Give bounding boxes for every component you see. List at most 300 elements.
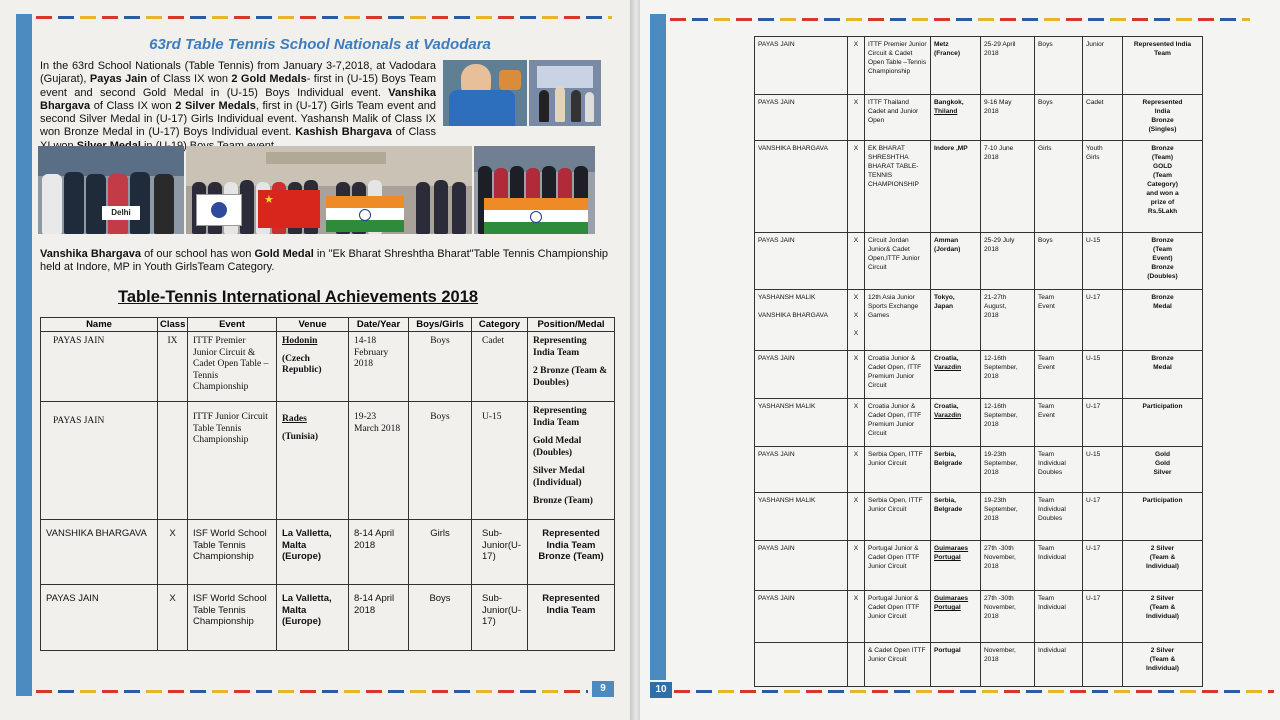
cell-gender bbox=[1035, 591, 1083, 643]
position-line: prize of bbox=[1150, 199, 1175, 206]
event-line: Portugal Junior & Cadet Open ITTF Junior Circuit bbox=[868, 545, 920, 570]
gender-line: Event bbox=[1038, 412, 1055, 419]
cell-position: Represented India Team Bronze (Team) bbox=[528, 520, 615, 585]
cell-name: PAYAS JAIN bbox=[41, 585, 158, 651]
venue-country: (Czech Republic) bbox=[282, 353, 322, 375]
position-line: Gold bbox=[1154, 460, 1171, 467]
gender-line: Individual bbox=[1038, 460, 1066, 467]
team-photo-3 bbox=[474, 146, 595, 234]
cell-venue: La Valletta, Malta (Europe) bbox=[277, 585, 349, 651]
position-line: Individual) bbox=[1146, 613, 1179, 620]
venue-line: Portugal bbox=[934, 647, 961, 654]
highlight-text: 2 Silver Medals bbox=[175, 99, 256, 112]
gender-line: Individual bbox=[1038, 647, 1066, 654]
venue-country: (Tunisia) bbox=[282, 431, 319, 442]
table-row bbox=[755, 141, 1203, 233]
cell-gender bbox=[1035, 141, 1083, 233]
name-line: PAYAS JAIN bbox=[758, 595, 795, 602]
date-line: 2018 bbox=[984, 563, 999, 570]
cell-class bbox=[848, 95, 865, 141]
position-line: Category) bbox=[1147, 181, 1178, 188]
class-line: X bbox=[853, 294, 859, 301]
cell-venue bbox=[277, 332, 349, 402]
date-line: November, bbox=[984, 554, 1016, 561]
cell-class bbox=[848, 290, 865, 351]
class-line: X bbox=[853, 545, 859, 552]
category-line: U-17 bbox=[1086, 595, 1101, 602]
name-line: PAYAS JAIN bbox=[758, 41, 795, 48]
position-line: (Team bbox=[1153, 172, 1172, 179]
cell-date bbox=[981, 37, 1035, 95]
date-line: 2018 bbox=[984, 154, 999, 161]
cell-category bbox=[1083, 233, 1123, 290]
date-line: 2018 bbox=[984, 108, 999, 115]
cell-name bbox=[755, 290, 848, 351]
name-line: VANSHIKA BHARGAVA bbox=[758, 145, 828, 152]
left-page bbox=[0, 0, 632, 720]
cell-name bbox=[755, 493, 848, 541]
category-line: U-17 bbox=[1086, 545, 1101, 552]
bottom-dash-rule-right bbox=[674, 690, 1274, 693]
cell-event bbox=[865, 351, 931, 399]
cell-category bbox=[1083, 141, 1123, 233]
event-line: Croatia Junior & Cadet Open, ITTF Premium Junior Circuit bbox=[868, 355, 922, 389]
text-run: , first in (U-17) Girls Team event and second Silver Medal in (U-17) Girls Individual event. Yashansh Malik of Class IX won Bronze Medal in (U-17) Boys Individual event. bbox=[40, 99, 436, 139]
cell-venue bbox=[277, 402, 349, 520]
table-row bbox=[41, 520, 615, 585]
gender-line: Team bbox=[1038, 497, 1055, 504]
date-line: 2018 bbox=[984, 421, 999, 428]
position-line: Bronze bbox=[1151, 237, 1174, 244]
class-line: X bbox=[853, 145, 859, 152]
table-row bbox=[755, 591, 1203, 643]
achievements-table-right bbox=[754, 36, 1203, 687]
cell-position bbox=[1123, 233, 1203, 290]
position-line: Event) bbox=[1152, 255, 1173, 262]
class-line: X bbox=[853, 497, 859, 504]
cell-date bbox=[981, 399, 1035, 447]
cell-event bbox=[865, 399, 931, 447]
cell-date: 8-14 April 2018 bbox=[349, 520, 409, 585]
delhi-sign: Delhi bbox=[102, 206, 140, 220]
cell-category: Sub-Junior(U-17) bbox=[472, 585, 528, 651]
cell-class bbox=[158, 402, 188, 520]
cell-position bbox=[1123, 95, 1203, 141]
venue-line: Thiland bbox=[934, 108, 958, 115]
cell-date bbox=[981, 493, 1035, 541]
name-line: PAYAS JAIN bbox=[758, 355, 795, 362]
position-line: 2 Silver bbox=[1150, 595, 1175, 602]
cell-event bbox=[865, 591, 931, 643]
cell-gender bbox=[1035, 290, 1083, 351]
cell-date bbox=[981, 233, 1035, 290]
cell-date bbox=[981, 643, 1035, 687]
position-line: (Team & bbox=[1149, 656, 1176, 663]
event-line: & Cadet Open ITTF Junior Circuit bbox=[868, 647, 926, 663]
cell-gender bbox=[1035, 447, 1083, 493]
gender-line: Individual bbox=[1038, 604, 1066, 611]
cell-class bbox=[848, 399, 865, 447]
position-line: and won a bbox=[1146, 190, 1179, 197]
achievements-table-left bbox=[40, 317, 615, 651]
date-line: November, bbox=[984, 647, 1016, 654]
name-line: YASHANSH MALIK bbox=[758, 294, 816, 301]
name-line: YASHANSH MALIK bbox=[758, 497, 816, 504]
venue-line: Serbia, bbox=[934, 497, 956, 504]
date-line: 2018 bbox=[984, 613, 999, 620]
position-line: Rs.5Lakh bbox=[1147, 208, 1178, 215]
header-date: Date/Year bbox=[349, 318, 409, 332]
cell-class: X bbox=[158, 520, 188, 585]
left-page-accent-bar bbox=[16, 14, 32, 696]
cell-category bbox=[1083, 643, 1123, 687]
venue-line: Croatia, bbox=[934, 403, 959, 410]
category-line: U-15 bbox=[1086, 451, 1101, 458]
event-line: Circuit Jordan Junior& Cadet Open,ITTF Junior Circuit bbox=[868, 237, 920, 271]
position-line: 2 Silver bbox=[1150, 647, 1175, 654]
gender-line: Event bbox=[1038, 364, 1055, 371]
cell-venue bbox=[931, 37, 981, 95]
position-line: Gold Medal (Doubles) bbox=[533, 436, 582, 458]
venue-line: Serbia, bbox=[934, 451, 956, 458]
class-line: X bbox=[853, 99, 859, 106]
position-line: India bbox=[1154, 108, 1171, 115]
cell-date bbox=[981, 95, 1035, 141]
header-position: Position/Medal bbox=[528, 318, 615, 332]
cell-event bbox=[865, 141, 931, 233]
text-run: of Class IX won bbox=[90, 99, 176, 112]
cell-venue bbox=[931, 351, 981, 399]
cell-date bbox=[981, 290, 1035, 351]
cell-date bbox=[981, 351, 1035, 399]
cell-gender bbox=[1035, 643, 1083, 687]
cell-category bbox=[1083, 399, 1123, 447]
cell-name bbox=[755, 95, 848, 141]
page-number-9: 9 bbox=[592, 681, 614, 697]
event-line: Serbia Open, ITTF Junior Circuit bbox=[868, 451, 923, 467]
venue-line: (France) bbox=[934, 50, 961, 57]
cell-name bbox=[755, 399, 848, 447]
venue-line: Japan bbox=[934, 303, 954, 310]
date-line: 9-16 May bbox=[984, 99, 1012, 106]
date-line: 27th -30th bbox=[984, 595, 1014, 602]
cell-event bbox=[865, 233, 931, 290]
position-line: Participation bbox=[1142, 403, 1183, 410]
event-line: Serbia Open, ITTF Junior Circuit bbox=[868, 497, 923, 513]
cell-position bbox=[1123, 493, 1203, 541]
cell-class bbox=[848, 233, 865, 290]
cell-date: 8-14 April 2018 bbox=[349, 585, 409, 651]
cell-category bbox=[1083, 290, 1123, 351]
cell-venue bbox=[931, 591, 981, 643]
gender-line: Team bbox=[1038, 355, 1055, 362]
cell-class: IX bbox=[158, 332, 188, 402]
highlight-text: Vanshika Bhargava bbox=[40, 248, 141, 260]
gender-line: Event bbox=[1038, 303, 1055, 310]
gender-line: Individual bbox=[1038, 554, 1066, 561]
cell-position bbox=[528, 332, 615, 402]
podium-photo bbox=[529, 60, 601, 126]
cell-event bbox=[865, 493, 931, 541]
cell-position bbox=[1123, 541, 1203, 591]
player-photo bbox=[443, 60, 527, 126]
date-line: 12-16th bbox=[984, 355, 1007, 362]
category-line: U-15 bbox=[1086, 355, 1101, 362]
date-line: 25-29 July bbox=[984, 237, 1015, 244]
cell-date bbox=[981, 141, 1035, 233]
date-line: 12-16th bbox=[984, 403, 1007, 410]
cell-venue bbox=[931, 643, 981, 687]
cell-category bbox=[1083, 493, 1123, 541]
flag-india-2 bbox=[484, 198, 588, 234]
venue-line: Bangkok, bbox=[934, 99, 964, 106]
category-line: Junior bbox=[1086, 41, 1104, 48]
page-number-10: 10 bbox=[650, 682, 672, 698]
name-line: PAYAS JAIN bbox=[758, 99, 795, 106]
cell-class bbox=[848, 447, 865, 493]
cell-gender: Boys bbox=[409, 332, 472, 402]
gender-line: Team bbox=[1038, 451, 1055, 458]
highlight-text: Vanshika Bhargava bbox=[40, 86, 436, 112]
position-line: Bronze (Team) bbox=[533, 496, 593, 506]
cell-event bbox=[865, 643, 931, 687]
cell-event: ITTF Premier Junior Circuit & Cadet Open Table –Tennis Championship bbox=[188, 332, 277, 402]
gender-line: Girls bbox=[1038, 145, 1052, 152]
date-line: 21-27th bbox=[984, 294, 1007, 301]
cell-position bbox=[528, 402, 615, 520]
cell-name bbox=[755, 541, 848, 591]
position-line: (Team) bbox=[1151, 154, 1174, 161]
table-row bbox=[755, 447, 1203, 493]
top-dash-rule-right bbox=[670, 18, 1250, 21]
cell-name bbox=[755, 447, 848, 493]
position-line: (Team & bbox=[1149, 554, 1176, 561]
table-row bbox=[41, 585, 615, 651]
cell-name: PAYAS JAIN bbox=[41, 402, 158, 520]
date-line: 7-10 June bbox=[984, 145, 1014, 152]
gender-line: Team bbox=[1038, 545, 1055, 552]
cell-position bbox=[1123, 447, 1203, 493]
cell-category bbox=[1083, 351, 1123, 399]
cell-venue bbox=[931, 290, 981, 351]
header-category: Category bbox=[472, 318, 528, 332]
cell-name bbox=[755, 351, 848, 399]
cell-gender bbox=[1035, 399, 1083, 447]
ek-bharat-paragraph bbox=[40, 248, 608, 275]
cell-class bbox=[848, 141, 865, 233]
class-line: X bbox=[853, 355, 859, 362]
bottom-dash-rule-left bbox=[36, 690, 588, 693]
position-line: (Doubles) bbox=[1147, 273, 1178, 280]
right-page-accent-bar bbox=[650, 14, 666, 680]
cell-date bbox=[981, 591, 1035, 643]
table-row bbox=[755, 95, 1203, 141]
table-row bbox=[41, 402, 615, 520]
category-line: U-15 bbox=[1086, 237, 1101, 244]
cell-position bbox=[1123, 290, 1203, 351]
class-line: X bbox=[853, 41, 859, 48]
date-line: 2018 bbox=[984, 469, 999, 476]
position-line: Gold bbox=[1154, 451, 1171, 458]
venue-line: Tokyo, bbox=[934, 294, 955, 301]
gender-line: Team bbox=[1038, 294, 1055, 301]
category-line: U-17 bbox=[1086, 294, 1101, 301]
venue-line: Varazdin bbox=[934, 364, 962, 371]
date-line: September, bbox=[984, 412, 1018, 419]
cell-position: Represented India Team bbox=[528, 585, 615, 651]
date-line: 2018 bbox=[984, 246, 999, 253]
cell-gender bbox=[1035, 351, 1083, 399]
cell-date bbox=[981, 447, 1035, 493]
position-line: Individual) bbox=[1146, 665, 1179, 672]
table-row bbox=[755, 643, 1203, 687]
cell-category: Sub-Junior(U-17) bbox=[472, 520, 528, 585]
table-row bbox=[755, 233, 1203, 290]
cell-event bbox=[865, 37, 931, 95]
cell-date bbox=[981, 541, 1035, 591]
cell-venue bbox=[931, 447, 981, 493]
gender-line: Team bbox=[1038, 595, 1055, 602]
date-line: November, bbox=[984, 604, 1016, 611]
gender-line: Boys bbox=[1038, 99, 1053, 106]
cell-gender bbox=[1035, 95, 1083, 141]
position-line: Bronze bbox=[1151, 355, 1174, 362]
position-line: Represented India Team bbox=[1133, 41, 1192, 57]
class-line: X bbox=[853, 595, 859, 602]
venue-line: Belgrade bbox=[934, 506, 963, 513]
date-line: 2018 bbox=[984, 50, 999, 57]
venue-line: Metz bbox=[934, 41, 949, 48]
event-line: ITTF Premier Junior Circuit & Cadet Open Table –Tennis Championship bbox=[868, 41, 927, 75]
position-line: Silver Medal (Individual) bbox=[533, 466, 585, 488]
position-line: Bronze bbox=[1151, 145, 1174, 152]
cell-event: ITTF Junior Circuit Table Tennis Championship bbox=[188, 402, 277, 520]
text-run: In the 63rd School Nationals (Table Tennis) from January 3-7,2018, at Vadodara (Gujarat), bbox=[40, 60, 436, 86]
flag-india-1 bbox=[326, 196, 404, 232]
date-line: 27th -30th bbox=[984, 545, 1014, 552]
cell-position bbox=[1123, 351, 1203, 399]
class-line: X bbox=[853, 237, 859, 244]
position-line: Represented bbox=[1142, 99, 1183, 106]
cell-venue bbox=[931, 493, 981, 541]
cell-event: ISF World School Table Tennis Championship bbox=[188, 585, 277, 651]
cell-category bbox=[1083, 37, 1123, 95]
cell-event bbox=[865, 95, 931, 141]
date-line: 2018 bbox=[984, 312, 999, 319]
cell-gender bbox=[1035, 493, 1083, 541]
event-line: 12th Asia Junior Sports Exchange Games bbox=[868, 294, 919, 319]
table-row bbox=[755, 290, 1203, 351]
highlight-text: 2 Gold Medals bbox=[231, 73, 307, 86]
venue-line: Indore ,MP bbox=[934, 145, 968, 152]
category-line: U-17 bbox=[1086, 497, 1101, 504]
cell-gender: Girls bbox=[409, 520, 472, 585]
position-line: Representing India Team bbox=[533, 406, 587, 428]
name-line: PAYAS JAIN bbox=[758, 237, 795, 244]
table-row bbox=[755, 541, 1203, 591]
category-line: Youth bbox=[1086, 145, 1103, 152]
page-title: 63rd Table Tennis School Nationals at Vadodara bbox=[149, 36, 491, 53]
cell-event bbox=[865, 541, 931, 591]
gender-line: Individual bbox=[1038, 506, 1066, 513]
position-line: (Team & bbox=[1149, 604, 1176, 611]
cell-venue bbox=[931, 95, 981, 141]
cell-venue bbox=[931, 233, 981, 290]
cell-class bbox=[848, 643, 865, 687]
gender-line: Team bbox=[1038, 403, 1055, 410]
cell-class bbox=[848, 541, 865, 591]
position-line: Bronze bbox=[1151, 264, 1174, 271]
date-line: August, bbox=[984, 303, 1007, 310]
position-line: Individual) bbox=[1146, 563, 1179, 570]
cell-venue bbox=[931, 141, 981, 233]
cell-event bbox=[865, 447, 931, 493]
event-line: EK BHARAT SHRESHTHA BHARAT TABLE-TENNIS CHAMPIONSHIP bbox=[868, 145, 919, 188]
venue-city: Hodonin bbox=[282, 336, 318, 346]
venue-line: Guimaraes bbox=[934, 595, 969, 602]
position-line: Representing India Team bbox=[533, 336, 587, 358]
cell-name bbox=[755, 591, 848, 643]
cell-name bbox=[755, 141, 848, 233]
team-photo-1 bbox=[38, 146, 184, 234]
cell-class bbox=[848, 351, 865, 399]
cell-venue: La Valletta, Malta (Europe) bbox=[277, 520, 349, 585]
cell-gender bbox=[1035, 37, 1083, 95]
cell-category: Cadet bbox=[472, 332, 528, 402]
highlight-text: Gold Medal bbox=[254, 248, 314, 260]
date-line: 2018 bbox=[984, 656, 999, 663]
table-row bbox=[41, 332, 615, 402]
gender-line: Doubles bbox=[1038, 469, 1063, 476]
cell-category bbox=[1083, 541, 1123, 591]
date-line: 19-23th bbox=[984, 451, 1007, 458]
header-event: Event bbox=[188, 318, 277, 332]
cell-position bbox=[1123, 399, 1203, 447]
gender-line: Doubles bbox=[1038, 515, 1063, 522]
date-line: 19-23th bbox=[984, 497, 1007, 504]
position-line: (Team bbox=[1153, 246, 1172, 253]
position-line: Silver bbox=[1153, 469, 1172, 476]
date-line: September, bbox=[984, 364, 1018, 371]
position-line: 2 Bronze (Team & Doubles) bbox=[533, 366, 608, 388]
class-line: X bbox=[853, 451, 859, 458]
position-line: Participation bbox=[1142, 497, 1183, 504]
position-line: 2 Silver bbox=[1150, 545, 1175, 552]
venue-line: Amman bbox=[934, 237, 959, 244]
date-line: 2018 bbox=[984, 373, 999, 380]
cell-venue bbox=[931, 399, 981, 447]
event-line: Portugal Junior & Cadet Open ITTF Junior Circuit bbox=[868, 595, 920, 620]
table-row bbox=[755, 37, 1203, 95]
cell-event bbox=[865, 290, 931, 351]
cell-gender: Boys bbox=[409, 402, 472, 520]
cell-position bbox=[1123, 37, 1203, 95]
cell-name: PAYAS JAIN bbox=[41, 332, 158, 402]
date-line: 2018 bbox=[984, 515, 999, 522]
name-line: YASHANSH MALIK bbox=[758, 403, 816, 410]
cell-position bbox=[1123, 591, 1203, 643]
date-line: September, bbox=[984, 460, 1018, 467]
cell-date: 14-18 February 2018 bbox=[349, 332, 409, 402]
highlight-text: Payas Jain bbox=[89, 73, 148, 86]
venue-line: Croatia, bbox=[934, 355, 959, 362]
position-line: Medal bbox=[1153, 364, 1172, 371]
cell-category: U-15 bbox=[472, 402, 528, 520]
cell-name: VANSHIKA BHARGAVA bbox=[41, 520, 158, 585]
intro-paragraph bbox=[40, 60, 436, 153]
date-line: September, bbox=[984, 506, 1018, 513]
cell-gender: Boys bbox=[409, 585, 472, 651]
